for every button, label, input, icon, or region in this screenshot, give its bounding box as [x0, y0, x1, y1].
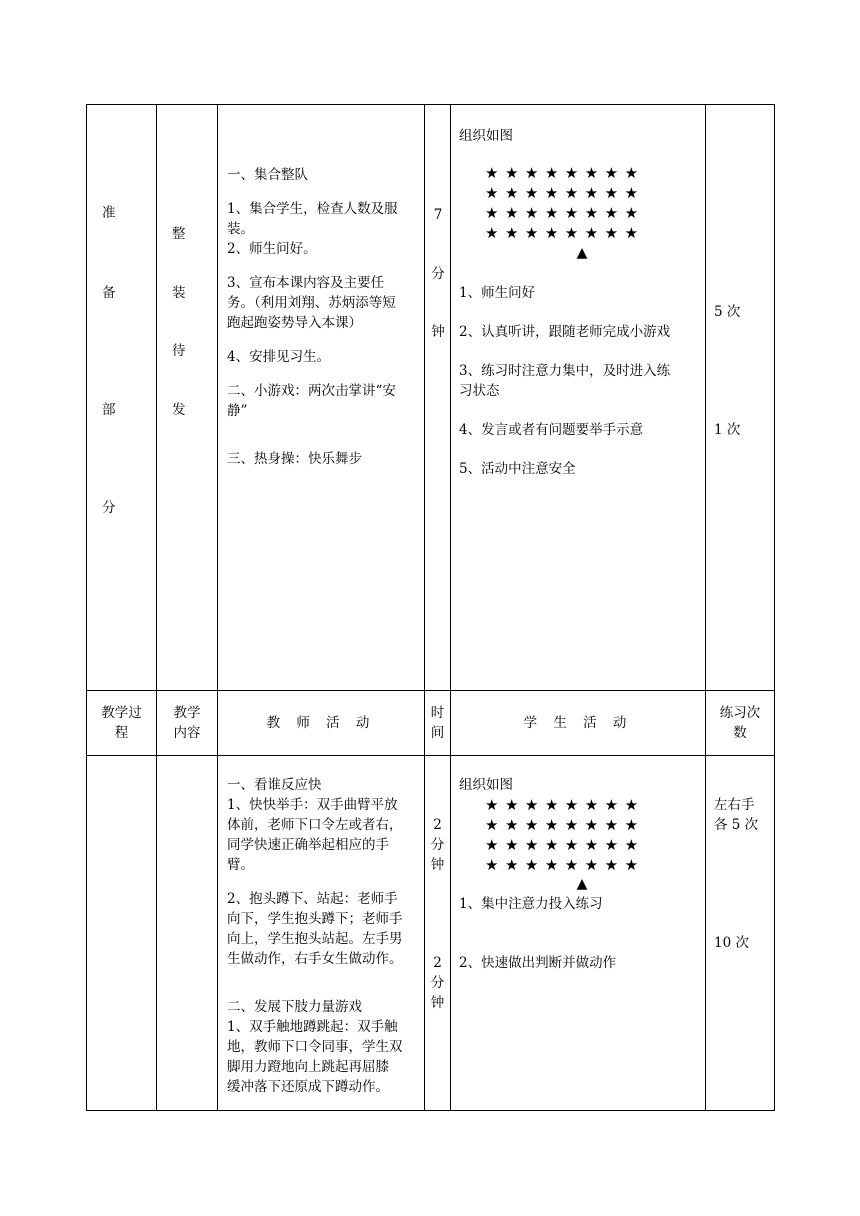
star-row: ★★★★★★★★ [485, 796, 645, 814]
row-divider [86, 690, 775, 691]
content-char: 待 [172, 343, 186, 359]
row-divider [86, 755, 775, 756]
main-teacher-activity [227, 775, 422, 1097]
star-row: ★★★★★★★★ [485, 204, 645, 222]
col-divider [217, 104, 218, 1111]
text-line: 3、宣布本课内容及主要任 [227, 275, 385, 291]
text-line: 一、集合整队 [227, 167, 308, 183]
prep-teacher-activity [227, 165, 422, 469]
text-line: 向下，学生抱头蹲下；老师手 [227, 911, 403, 927]
text-line: 生做动作，右手女生做动作。 [227, 951, 403, 967]
col-divider [774, 104, 775, 1111]
time-char: 2 [433, 955, 442, 971]
star-row: ★★★★★★★★ [485, 836, 645, 854]
spacer [227, 983, 422, 997]
student-item: 4、发言或者有问题要举手示意 [459, 422, 644, 438]
star-row: ★★★★★★★★ [485, 164, 645, 182]
text-line: 脚用力蹬地向上跳起再屈膝 [227, 1059, 389, 1075]
text-line: 装。 [227, 221, 254, 237]
section-char: 部 [102, 402, 116, 418]
student-item: 5、活动中注意安全 [459, 461, 576, 477]
student-item: 1、集中注意力投入练习 [459, 896, 603, 912]
formation-title: 组织如图 [459, 128, 513, 144]
spacer [227, 259, 422, 273]
star-row: ★★★★★★★★ [485, 856, 645, 874]
text-line: 二、小游戏：两次击掌讲“安 [227, 383, 396, 399]
text-line: 务。（利用刘翔、苏炳添等短 [227, 295, 396, 311]
header-content [157, 703, 217, 743]
header-time [425, 703, 450, 743]
time-char: 钟 [430, 857, 445, 873]
header-text: 间 [430, 725, 445, 741]
teacher-marker-icon: ▲ [576, 245, 588, 261]
text-line: 臂。 [227, 857, 254, 873]
text-line: 4、安排见习生。 [227, 349, 331, 365]
text-line: 三、热身操：快乐舞步 [227, 451, 362, 467]
col-divider [156, 104, 157, 1111]
main-time-1 [425, 815, 450, 875]
spacer [227, 435, 422, 449]
student-item: 2、快速做出判断并做动作 [459, 955, 617, 971]
col-divider [450, 104, 451, 1111]
text-line: 体前，老师下口令左或者右， [227, 817, 403, 833]
text-line: 跑起跑姿势导入本课） [227, 315, 362, 331]
content-char: 整 [172, 226, 186, 242]
content-char: 装 [172, 285, 186, 301]
spacer [227, 421, 422, 435]
content-char: 发 [172, 402, 186, 418]
header-student: 学 生 活 动 [523, 715, 633, 731]
text-line: 二、发展下肢力量游戏 [227, 999, 362, 1015]
spacer [227, 185, 422, 199]
text-line: 1、集合学生，检查人数及服 [227, 201, 398, 217]
star-row: ★★★★★★★★ [485, 816, 645, 834]
section-char: 准 [102, 205, 116, 221]
text-line: 1、快快举手：双手曲臂平放 [227, 797, 398, 813]
header-text: 练习次 [719, 705, 761, 721]
student-formation [485, 163, 645, 243]
header-text: 教学过 [101, 705, 142, 721]
col-divider [705, 104, 706, 1111]
practice-count: 1 次 [714, 422, 741, 438]
formation-title: 组织如图 [459, 777, 513, 793]
student-item: 3、练习时注意力集中，及时进入练 习状态 [459, 363, 671, 399]
student-item: 2、认真听讲，跟随老师完成小游戏 [459, 324, 671, 340]
time-char: 分 [430, 975, 445, 991]
text-line: 2、抱头蹲下、站起：老师手 [227, 891, 398, 907]
section-char: 分 [102, 500, 116, 516]
text-line: 2、师生问好。 [227, 241, 317, 257]
header-text: 内容 [173, 725, 201, 741]
star-row: ★★★★★★★★ [485, 184, 645, 202]
count-line: 各 5 次 [714, 817, 759, 833]
col-divider [86, 104, 87, 1111]
time-char: 7 [433, 207, 443, 223]
text-line: 一、看谁反应快 [227, 777, 322, 793]
header-text: 数 [733, 725, 747, 741]
practice-count: 5 次 [714, 304, 741, 320]
header-teacher: 教 师 活 动 [266, 715, 376, 731]
spacer [227, 969, 422, 983]
time-char: 分 [431, 266, 445, 282]
header-text: 教学 [173, 705, 201, 721]
spacer [227, 333, 422, 347]
spacer [227, 367, 422, 381]
table-border-bottom [86, 1110, 775, 1111]
count-line: 左右手 [714, 797, 755, 813]
star-row: ★★★★★★★★ [485, 224, 645, 242]
text-line: 地，教师下口令同事，学生双 [227, 1039, 403, 1055]
text-line: 向上，学生抱头站起。左手男 [227, 931, 403, 947]
header-process [87, 703, 156, 743]
student-item: 1、师生问好 [459, 285, 536, 301]
text-line: 1、双手触地蹲跳起：双手触 [227, 1019, 398, 1035]
time-char: 分 [430, 837, 445, 853]
text-line: 静” [227, 403, 248, 419]
practice-count [714, 795, 758, 835]
practice-count: 10 次 [714, 935, 749, 951]
time-char: 钟 [431, 324, 445, 340]
spacer [227, 875, 422, 889]
section-char: 备 [102, 285, 116, 301]
teacher-marker-icon: ▲ [576, 876, 588, 892]
student-formation [485, 795, 645, 875]
main-time-2 [425, 953, 450, 1013]
header-text: 时 [430, 705, 445, 721]
header-text: 程 [114, 725, 129, 741]
time-char: 钟 [430, 995, 445, 1011]
header-count [706, 703, 774, 743]
time-char: 2 [433, 817, 442, 833]
text-line: 缓冲落下还原成下蹲动作。 [227, 1079, 389, 1095]
table-border-top [86, 104, 775, 105]
text-line: 同学快速正确举起相应的手 [227, 837, 389, 853]
